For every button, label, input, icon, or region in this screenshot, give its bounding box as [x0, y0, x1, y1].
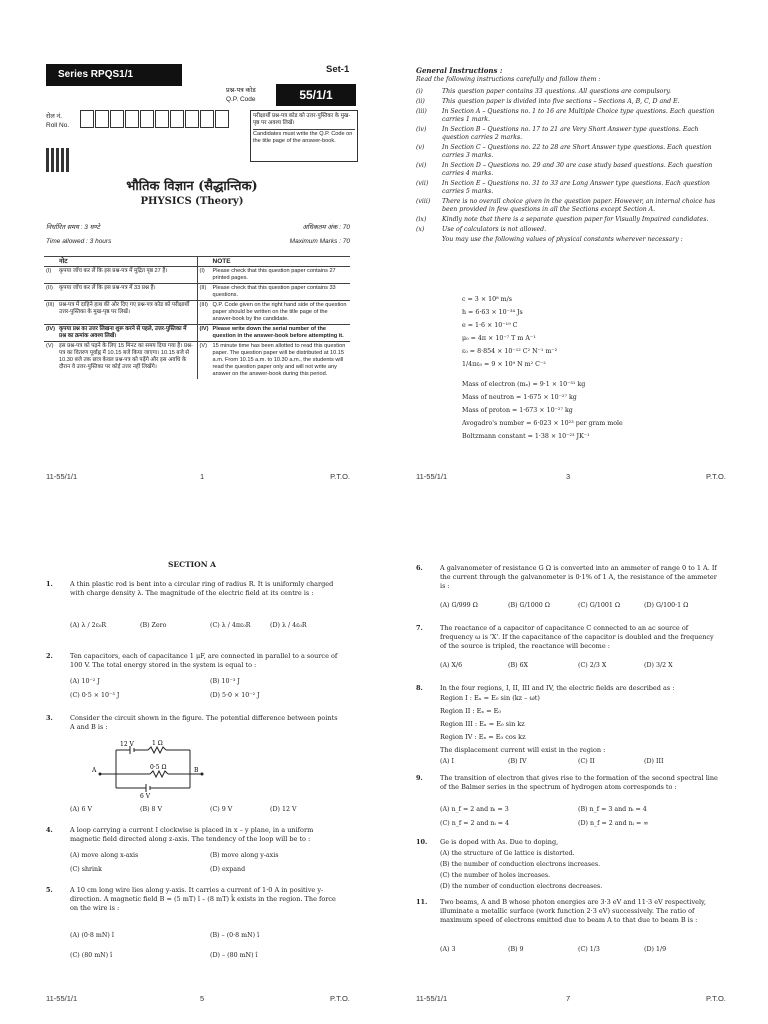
instructions-list — [416, 88, 726, 244]
instruction-item: (v) In Section C – Questions no. 22 to 28 are Short Answer type questions. Each question carries 3 marks. — [416, 144, 712, 159]
option-c: (C) II — [578, 758, 595, 765]
question-text: Ten capacitors, each of capacitance 1 μF, are connected in parallel to a source of 100 V. The total energy stored in the system is equal to : — [70, 652, 338, 669]
constant: Mass of proton = 1·673 × 10⁻²⁷ kg — [462, 407, 573, 414]
option-a: (A) X/6 — [440, 662, 463, 669]
question-number: 7. — [416, 624, 423, 632]
instructions-intro: Read the following instructions carefully and follow them : — [416, 76, 601, 83]
option-d: (D) the number of conduction electrons decreases. — [440, 883, 603, 890]
option-c: (C) λ / 4πε₀R — [210, 622, 251, 629]
qp-code: 55/1/1 — [276, 84, 356, 106]
question-number: 6. — [416, 564, 423, 572]
roll-box — [185, 110, 199, 128]
option-b: (B) move along y-axis — [210, 852, 279, 859]
page-number: 1 — [200, 472, 205, 481]
constant: c = 3 × 10⁸ m/s — [462, 296, 512, 303]
pto-label: P.T.O. — [330, 472, 350, 481]
page-1 — [0, 0, 384, 512]
question-text: A 10 cm long wire lies along y-axis. It carries a current of 1·0 A in positive y-direction. A magnetic field B = (5 mT) î – (8 mT) k̂ exists in the region. The force on the wire is : — [70, 886, 336, 912]
question-number: 3. — [46, 714, 53, 722]
footer-code: 11-55/1/1 — [46, 994, 78, 1003]
constant: μ₀ = 4π × 10⁻⁷ T m A⁻¹ — [462, 335, 536, 342]
question-number: 10. — [416, 838, 428, 846]
question-number: 2. — [46, 652, 53, 660]
option-c: (C) 2/3 X — [578, 662, 607, 669]
note-row: (II) कृपया जाँच कर लें कि इस प्रश्न-पत्र में 33 प्रश्न हैं। (II) Please check that this question paper contains 33 questions. — [44, 284, 350, 301]
marks-english: Maximum Marks : 70 — [289, 238, 350, 245]
option-a: (A) 10⁻² J — [70, 678, 100, 685]
question-text: Ge is doped with As. Due to doping, — [440, 838, 559, 846]
resistor-label-05ohm: 0·5 Ω — [150, 764, 167, 771]
instruction-item: (iii) In Section A – Questions no. 1 to 16 are Multiple Choice type questions. Each question carries 1 mark. — [416, 108, 715, 123]
roll-label — [46, 112, 69, 130]
question-number: 5. — [46, 886, 53, 894]
question-text: The transition of electron that gives rise to the formation of the second spectral line of the Balmer series in the spectrum of hydrogen atom corresponds to : — [440, 774, 718, 791]
question-text: A thin plastic rod is bent into a circular ring of radius R. It is uniformly charged with charge density λ. The magnitude of the electric field at its centre is : — [70, 580, 334, 597]
option-b: (B) G/1000 Ω — [508, 602, 550, 609]
footer-code: 11-55/1/1 — [416, 994, 448, 1003]
qp-code-note-box — [250, 110, 358, 162]
constant: ε₀ = 8·854 × 10⁻¹² C² N⁻¹ m⁻² — [462, 348, 558, 355]
pto-label: P.T.O. — [706, 472, 726, 481]
question-number: 4. — [46, 826, 53, 834]
option-b: (B) 10⁻³ J — [210, 678, 240, 685]
option-d: (D) 1/9 — [644, 946, 667, 953]
pto-label: P.T.O. — [706, 994, 726, 1003]
section-heading: SECTION A — [167, 560, 216, 569]
region-item: Region II : Eₓ = E₀ — [440, 707, 502, 715]
note-row: (V) इस प्रश्न-पत्र को पढ़ने के लिए 15 मिनट का समय दिया गया है। प्रश्न-पत्र का वितरण पूर्वाह्न में 10.15 बजे किया जाएगा। 10.15 बजे से 10.30 बजे तक छात्र केवल प्रश्न-पत्र को पढ़ेंगे और इस अवधि के दौरान वे उत्तर-पुस्तिका पर कोई उत्तर नहीं लिखेंगे। (V) 15 minute time has been allotted to read this question paper. The question paper will be distributed at 10.15 a.m. From 10.15 a.m. to 10.30 a.m., the students will read the question paper only and will not write any answer on the answer-book during this period. — [44, 342, 350, 380]
time-hindi: निर्धारित समय : 3 घण्टे — [46, 224, 100, 231]
question-number: 8. — [416, 684, 423, 692]
region-item: Region I : Eₓ = E₀ sin (kz – ωt) — [440, 694, 540, 702]
note-row: (III) प्रश्न-पत्र में दाहिने हाथ की ओर दिए गए प्रश्न-पत्र कोड को परीक्षार्थी उत्तर-पुस्तिका के मुख-पृष्ठ पर लिखें। (III) Q.P. Code given on the right hand side of the question paper should be written on the title page of the answer-book by the candidate. — [44, 301, 350, 325]
option-c: (C) the number of holes increases. — [440, 872, 551, 879]
resistor-label-1ohm: 1 Ω — [152, 740, 163, 747]
option-d: (D) λ / 4ε₀R — [270, 622, 307, 629]
battery-label-12v: 12 V — [120, 741, 134, 748]
constant: e = 1·6 × 10⁻¹⁹ C — [462, 322, 518, 329]
option-b: (B) Zero — [140, 622, 167, 629]
option-a: (A) 6 V — [70, 806, 93, 813]
region-item: Region III : Eₓ = E₀ sin kz — [440, 720, 525, 728]
option-d: (D) 12 V — [270, 806, 297, 813]
option-d: (D) expand — [210, 866, 246, 873]
option-d: (D) III — [644, 758, 664, 765]
roll-box — [170, 110, 184, 128]
option-d: (D) 5·0 × 10⁻² J — [210, 692, 260, 699]
option-d: (D) n_f = 2 and nᵢ = ∞ — [578, 820, 649, 827]
series-label: Series RPQS1/1 — [46, 64, 182, 86]
instruction-item: (iv) In Section B – Questions no. 17 to 21 are Very Short Answer type questions. Each question carries 2 marks. — [416, 126, 699, 141]
option-c: (C) shrink — [70, 866, 102, 873]
pto-label: P.T.O. — [330, 994, 350, 1003]
option-c: (C) 0·5 × 10⁻³ J — [70, 692, 120, 699]
option-c: (C) n_f = 2 and nᵢ = 4 — [440, 820, 510, 827]
roll-box — [95, 110, 109, 128]
constants-list — [462, 296, 623, 441]
roll-box — [155, 110, 169, 128]
time-english: Time allowed : 3 hours — [46, 238, 112, 245]
roll-number-boxes — [80, 110, 230, 128]
qp-note-en: Candidates must write the Q.P. Code on the title page of the answer-book. — [253, 129, 355, 145]
point-a-label: A — [92, 767, 97, 774]
roll-box — [125, 110, 139, 128]
option-b: (B) – (0·8 mN) î — [210, 932, 260, 939]
note-row: (I) कृपया जाँच कर लें कि इस प्रश्न-पत्र में मुद्रित पृष्ठ 27 हैं। (I) Please check that this question paper contains 27 printed pages. — [44, 267, 350, 284]
qp-code-label — [226, 86, 256, 104]
option-d: (D) – (80 mN) î — [210, 952, 258, 959]
notes-header-en: NOTE — [211, 257, 350, 267]
page-number: 3 — [566, 472, 571, 481]
constant: Mass of neutron = 1·675 × 10⁻²⁷ kg — [462, 394, 577, 401]
constant: Boltzmann constant = 1·38 × 10⁻²³ JK⁻¹ — [462, 433, 590, 440]
option-c: (C) 9 V — [210, 806, 233, 813]
circuit-figure — [90, 738, 210, 798]
question-number: 1. — [46, 580, 53, 588]
notes-header-hi: नोट — [57, 257, 197, 267]
battery-label-6v: 6 V — [140, 793, 151, 798]
option-a: (A) 3 — [440, 946, 456, 953]
instruction-item: (vii) In Section E – Questions no. 31 to 33 are Long Answer type questions. Each question carries 5 marks. — [416, 180, 710, 195]
general-instructions-heading: General Instructions : — [416, 66, 503, 75]
footer-code: 11-55/1/1 — [46, 472, 78, 481]
option-c: (C) G/1001 Ω — [578, 602, 621, 609]
title-english: PHYSICS (Theory) — [140, 196, 244, 207]
question-text: The displacement current will exist in the region : — [440, 746, 606, 754]
instruction-item: (ix) Kindly note that there is a separate question paper for Visually Impaired candidates. — [416, 216, 709, 223]
set-label: Set-1 — [326, 64, 350, 75]
roll-box — [110, 110, 124, 128]
option-b: (B) n_f = 3 and nᵢ = 4 — [578, 806, 647, 813]
roll-label-hi: रोल नं. — [46, 113, 62, 120]
roll-box — [140, 110, 154, 128]
question-number: 9. — [416, 774, 423, 782]
question-text: The reactance of a capacitor of capacitance C connected to an ac source of frequency ω is 'X'. If the capacitance of the capacitor is doubled and the frequency of the source is tripled, the reactance will become : — [440, 624, 714, 650]
constants-intro: You may use the following values of physical constants wherever necessary : — [442, 236, 683, 243]
region-item: Region IV : Eₓ = E₀ cos kz — [440, 733, 526, 741]
option-c: (C) (80 mN) î — [70, 952, 113, 959]
option-b: (B) 8 V — [140, 806, 163, 813]
marks-hindi: अधिकतम अंक : 70 — [302, 224, 350, 231]
option-b: (B) 6X — [508, 662, 529, 669]
constant: Mass of electron (mₑ) = 9·1 × 10⁻³¹ kg — [462, 381, 586, 388]
option-a: (A) the structure of Ge lattice is distorted. — [440, 850, 575, 857]
constant: 1/4πε₀ = 9 × 10⁹ N m² C⁻² — [462, 361, 546, 368]
option-a: (A) λ / 2ε₀R — [70, 622, 107, 629]
option-a: (A) G/999 Ω — [440, 602, 478, 609]
roll-box — [215, 110, 229, 128]
instruction-item: (vi) In Section D – Questions no. 29 and 30 are case study based questions. Each question carries 4 marks. — [416, 162, 713, 177]
option-a: (A) I — [440, 758, 454, 765]
option-b: (B) the number of conduction electrons increases. — [440, 861, 601, 868]
qp-note-hi: परीक्षार्थी प्रश्न-पत्र कोड को उत्तर-पुस्तिका के मुख-पृष्ठ पर अवश्य लिखें। — [253, 113, 351, 126]
page-number: 7 — [566, 994, 571, 1003]
region-list — [440, 694, 540, 742]
question-text: Consider the circuit shown in the figure. The potential difference between points A and B is : — [70, 714, 338, 731]
option-d: (D) G/100·1 Ω — [644, 602, 689, 609]
note-row: (IV) कृपया प्रश्न का उत्तर लिखना शुरू करने से पहले, उत्तर-पुस्तिका में प्रश्न का क्रमांक अवश्य लिखें। (IV) Please write down the serial number of the question in the answer-book before attempting it. — [44, 325, 350, 342]
instruction-item: (ii) This question paper is divided into five sections – Sections A, B, C, D and E. — [416, 98, 680, 105]
roll-label-en: Roll No. — [46, 122, 70, 129]
constant: Avogadro's number = 6·023 × 10²³ per gram mole — [462, 420, 623, 427]
footer-code: 11-55/1/1 — [416, 472, 448, 481]
option-b: (B) IV — [508, 758, 527, 765]
question-text: A galvanometer of resistance G Ω is converted into an ammeter of range 0 to 1 A. If the current through the galvanometer is 0·1% of 1 A, the resistance of the ammeter is : — [440, 564, 717, 590]
roll-box — [200, 110, 214, 128]
question-number: 11. — [416, 898, 428, 906]
option-a: (A) n_f = 2 and nᵢ = 3 — [440, 806, 509, 813]
qp-label-hi: प्रश्न-पत्र कोड — [226, 87, 256, 94]
option-a: (A) move along x-axis — [70, 852, 139, 859]
roll-box — [80, 110, 94, 128]
option-a: (A) (0·8 mN) î — [70, 932, 114, 939]
instruction-item: (viii) There is no overall choice given in the question paper. However, an internal choice has been provided in few questions in all the Sections except Section A. — [416, 198, 716, 213]
question-text: In the four regions, I, II, III and IV, the electric fields are described as : — [440, 684, 675, 692]
qr-code-icon — [46, 148, 70, 172]
option-b: (B) 9 — [508, 946, 524, 953]
instruction-item: (i) This question paper contains 33 questions. All questions are compulsory. — [416, 88, 671, 95]
constant: h = 6·63 × 10⁻³⁴ Js — [462, 309, 523, 316]
page-number: 5 — [200, 994, 205, 1003]
notes-table — [44, 256, 350, 379]
qp-label-en: Q.P. Code — [226, 96, 256, 103]
point-b-label: B — [194, 767, 199, 774]
instruction-item: (x) Use of calculators is not allowed. — [416, 226, 547, 233]
question-text: Two beams, A and B whose photon energies are 3·3 eV and 11·3 eV respectively, illuminate a metallic surface (work function 2·3 eV) successively. The ratio of maximum speed of electrons emitted due to beam A to that due to beam B is : — [440, 898, 706, 924]
question-text: A loop carrying a current I clockwise is placed in x – y plane, in a uniform magnetic field directed along z-axis. The tendency of the loop will be to : — [70, 826, 314, 843]
option-d: (D) 3/2 X — [644, 662, 673, 669]
option-c: (C) 1/3 — [578, 946, 600, 953]
title-hindi: भौतिक विज्ञान (सैद्धान्तिक) — [126, 179, 258, 194]
